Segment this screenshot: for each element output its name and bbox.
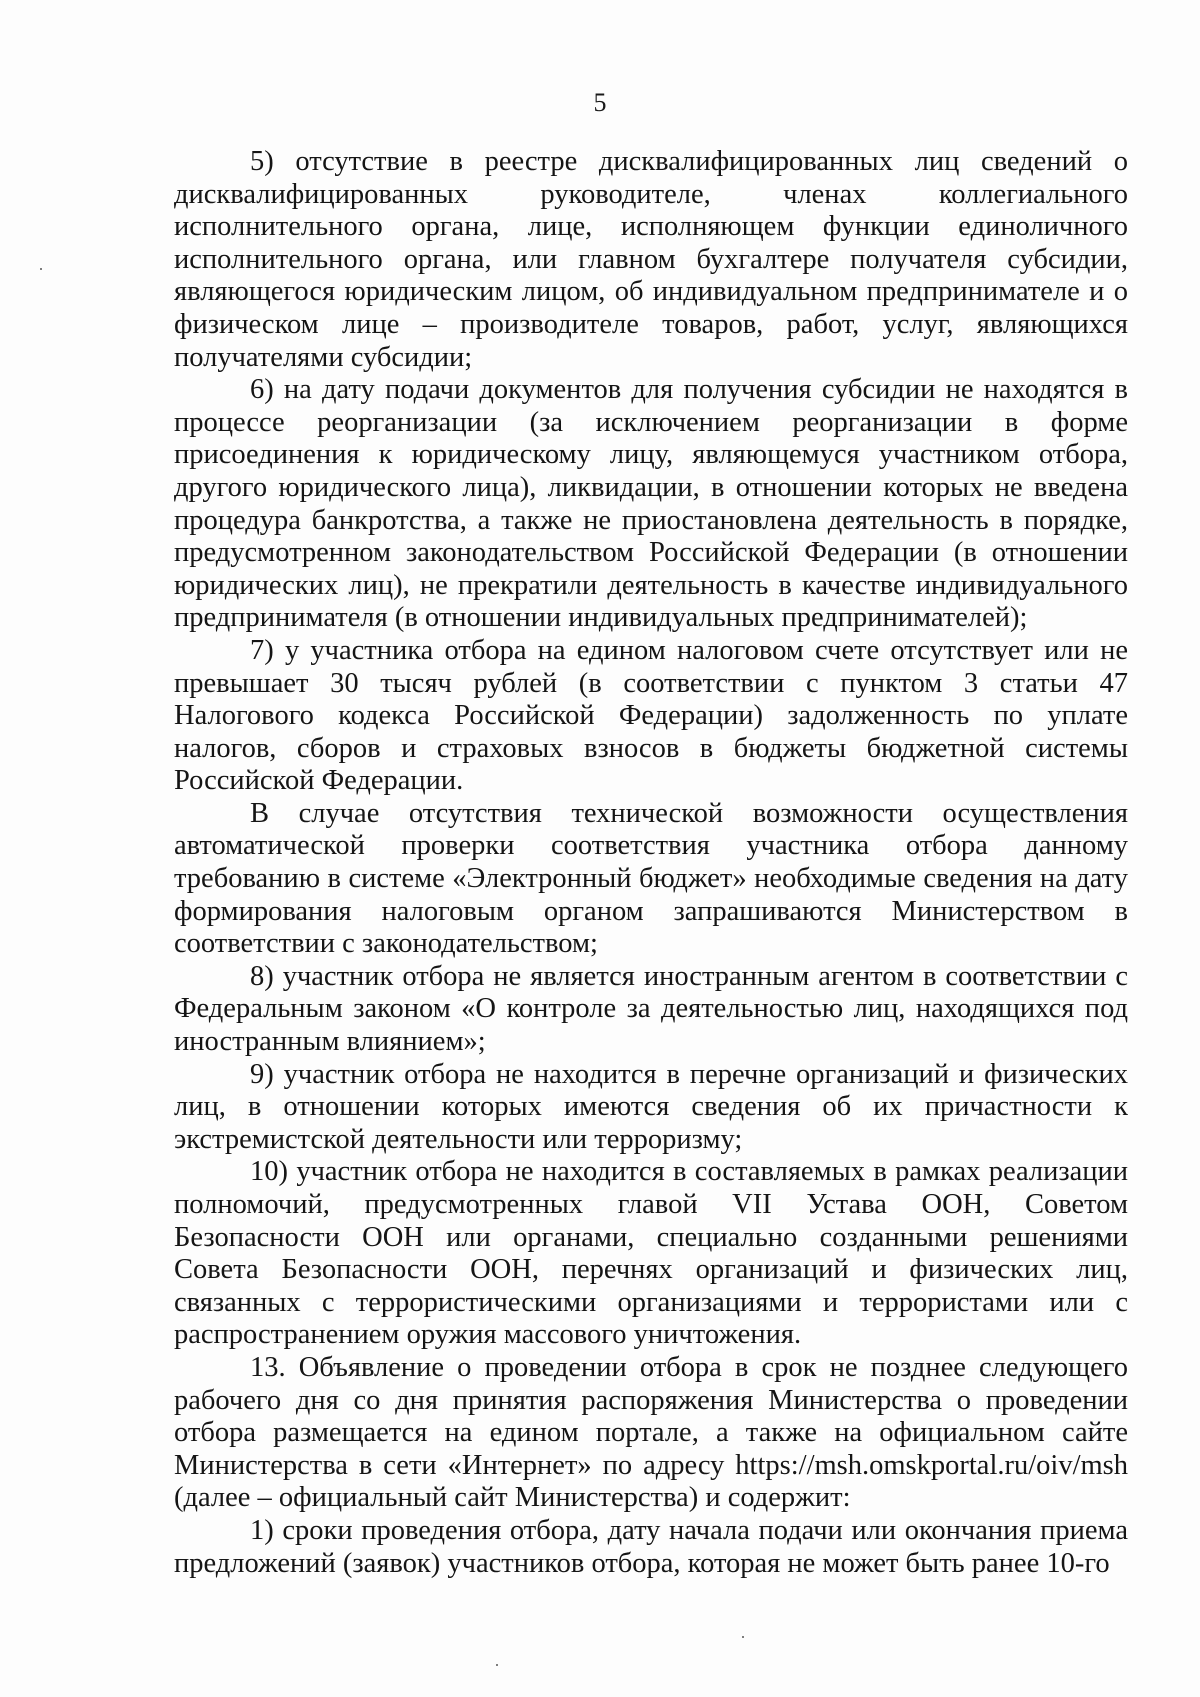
paragraph-section-13: 13. Объявление о проведении отбора в срок не позднее следующего рабочего дня со дня принятия распоряжения Министерства о проведении отбора размещается на едином портале, а также на официальном сайте Министерства в сети «Интернет» по адресу https://msh.omskportal.ru/oiv/msh (далее – официальный сайт Министерства) и содержит:: [174, 1351, 1128, 1514]
paragraph-item-7-note: В случае отсутствия технической возможности осуществления автоматической проверки соответствия участника отбора данному требованию в системе «Электронный бюджет» необходимые сведения на дату формирования налоговым органом запрашиваются Министерством в соответствии с законодательством;: [174, 797, 1128, 960]
paragraph-item-5: 5) отсутствие в реестре дисквалифицированных лиц сведений о дисквалифицированных руководителе, членах коллегиального исполнительного органа, лице, исполняющем функции единоличного исполнительного органа, или главном бухгалтере получателя субсидии, являющегося юридическим лицом, об индивидуальном предпринимателе и о физическом лице – производителе товаров, работ, услуг, являющихся получателями субсидии;: [174, 146, 1128, 373]
paragraph-item-7: 7) у участника отбора на едином налоговом счете отсутствует или не превышает 30 тысяч рублей (в соответствии с пунктом 3 статьи 47 Налогового кодекса Российской Федерации) задолженность по уплате налогов, сборов и страховых взносов в бюджеты бюджетной системы Российской Федерации.: [174, 634, 1128, 797]
paragraph-section-13-item-1: 1) сроки проведения отбора, дату начала подачи или окончания приема предложений (заявок) участников отбора, которая не может быть ранее 10-го: [174, 1514, 1128, 1579]
scan-speck: [40, 268, 42, 270]
scan-speck: [742, 1636, 744, 1638]
paragraph-item-10: 10) участник отбора не находится в составляемых в рамках реализации полномочий, предусмотренных главой VII Устава ООН, Советом Безопасности ООН или органами, специально созданными решениями Совета Безопасности ООН, перечнях организаций и физических лиц, связанных с террористическими организациями и террористами или с распространением оружия массового уничтожения.: [174, 1156, 1128, 1351]
paragraph-item-6: 6) на дату подачи документов для получения субсидии не находятся в процессе реорганизации (за исключением реорганизации в форме присоединения к юридическому лицу, являющемуся участником отбора, другого юридического лица), ликвидации, в отношении которых не введена процедура банкротства, а также не приостановлена деятельность в порядке, предусмотренном законодательством Российской Федерации (в отношении юридических лиц), не прекратили деятельность в качестве индивидуального предпринимателя (в отношении индивидуальных предпринимателей);: [174, 374, 1128, 634]
scan-speck: [496, 1664, 498, 1666]
page-number: 5: [593, 88, 607, 117]
paragraph-item-9: 9) участник отбора не находится в перечне организаций и физических лиц, в отношении которых имеются сведения об их причастности к экстремистской деятельности или терроризму;: [174, 1058, 1128, 1155]
document-body: [174, 146, 1128, 1580]
paragraph-item-8: 8) участник отбора не является иностранным агентом в соответствии с Федеральным законом «О контроле за деятельностью лиц, находящихся под иностранным влиянием»;: [174, 960, 1128, 1058]
